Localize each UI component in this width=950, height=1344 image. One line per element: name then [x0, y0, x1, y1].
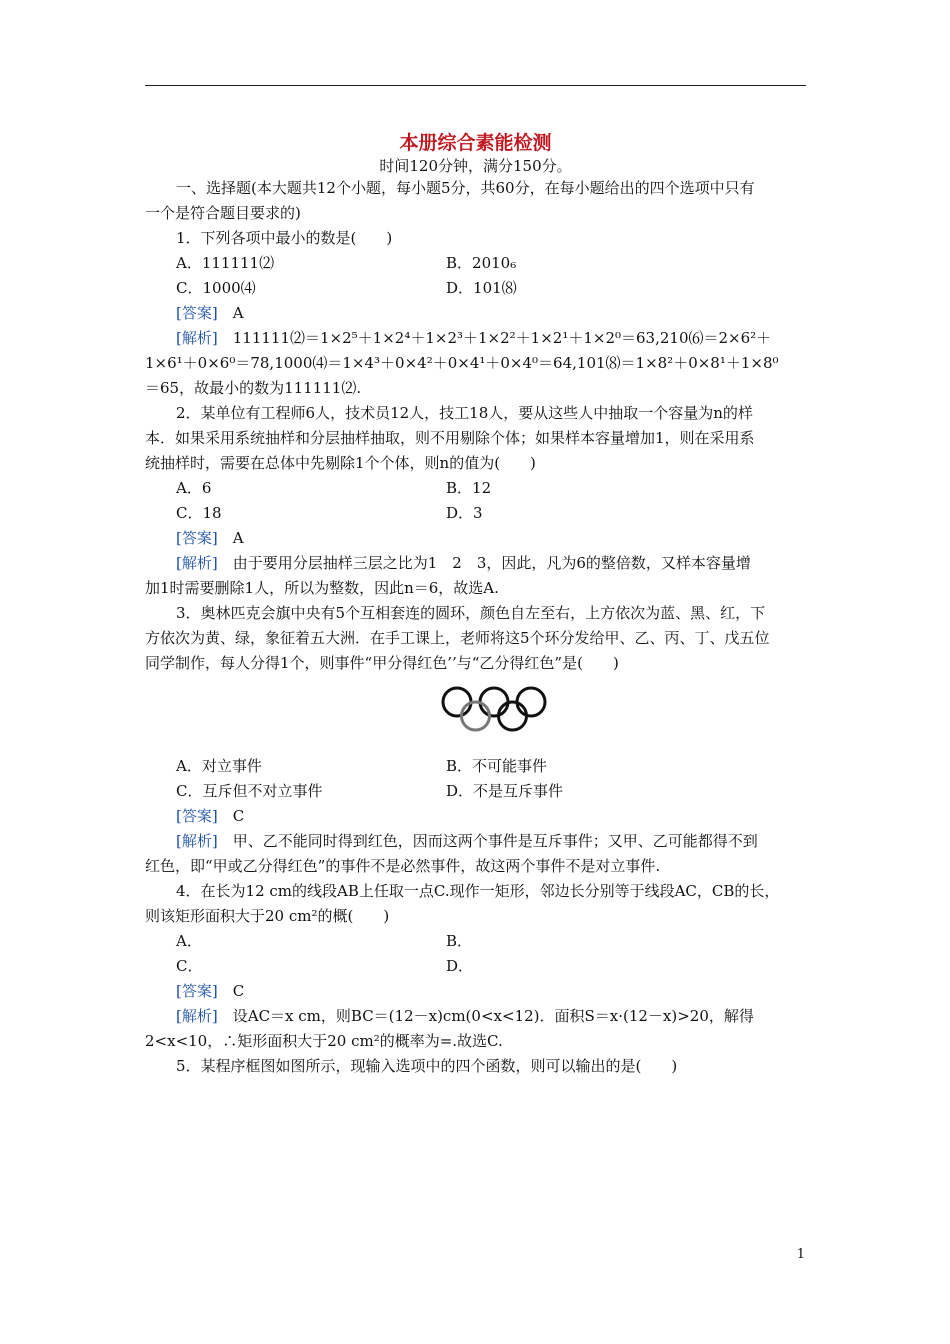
analysis-text: 红色，即“甲或乙分得红色”的事件不是必然事件，故这两个事件不是对立事件.: [145, 857, 661, 875]
question-1-options-row: [145, 276, 806, 301]
question-3-stem: 同学制作，每人分得1个，则事件“甲分得红色’’与“乙分得红色”是( ): [145, 654, 619, 672]
option-b: B．12: [446, 479, 492, 497]
answer-tag: [答案]: [176, 982, 218, 1000]
answer-tag: [答案]: [176, 529, 218, 547]
option-b: B．不可能事件: [446, 757, 548, 775]
option-d: D．不是互斥事件: [446, 782, 564, 800]
question-4-options-row: [145, 954, 806, 979]
analysis-text: 甲、乙不能同时得到红色，因而这两个事件是互斥事件；又甲、乙可能都得不到: [232, 832, 758, 850]
analysis-text: 111111⑵＝1×2⁵＋1×2⁴＋1×2³＋1×2²＋1×2¹＋1×2⁰＝63,210⑹＝2×6²＋: [232, 329, 772, 347]
question-3-stem: 3．奥林匹克会旗中央有5个互相套连的圆环，颜色自左至右，上方依次为蓝、黑、红，下: [176, 604, 766, 622]
answer-tag: [答案]: [176, 304, 218, 322]
question-2-stem: 2．某单位有工程师6人，技术员12人，技工18人，要从这些人中抽取一个容量为n的样: [176, 404, 753, 422]
question-2-stem: 统抽样时，需要在总体中先剔除1个个体，则n的值为( ): [145, 454, 536, 472]
question-3-options-row: [145, 754, 806, 779]
olympic-rings-icon: [440, 685, 548, 735]
question-1-options-row: [145, 251, 806, 276]
option-c: C．18: [176, 504, 222, 522]
analysis-tag: [解析]: [176, 329, 218, 347]
option-c: C．互斥但不对立事件: [176, 782, 323, 800]
question-1-analysis: [145, 326, 806, 351]
answer-tag: [答案]: [176, 807, 218, 825]
section-intro: 一个是符合题目要求的): [145, 204, 301, 222]
analysis-tag: [解析]: [176, 832, 218, 850]
question-4-stem: 4．在长为12 cm的线段AB上任取一点C.现作一矩形，邻边长分别等于线段AC，CB的长，: [176, 882, 780, 900]
question-4-answer: [145, 979, 806, 1004]
answer-value: A: [232, 529, 244, 547]
option-d: D．101⑻: [446, 279, 517, 297]
analysis-text: 2<x<10，∴矩形面积大于20 cm²的概率为=.故选C.: [145, 1032, 503, 1050]
question-4-analysis: [145, 1004, 806, 1029]
question-1-stem: 1．下列各项中最小的数是( ): [176, 229, 393, 247]
option-d: D．: [446, 957, 474, 975]
page-subtitle: 时间120分钟，满分150分。: [379, 157, 572, 175]
question-3-answer: [145, 804, 806, 829]
analysis-text: 设AC＝x cm，则BC＝(12－x)cm(0<x<12)．面积S＝x·(12－x)>20，解得: [232, 1007, 754, 1025]
question-2-options-row: [145, 501, 806, 526]
option-a: A．对立事件: [176, 757, 262, 775]
analysis-text: 1×6¹＋0×6⁰＝78,1000⑷＝1×4³＋0×4²＋0×4¹＋0×4⁰＝64,101⑻＝1×8²＋0×8¹＋1×8⁰: [145, 354, 779, 372]
document-body: [145, 118, 806, 1079]
analysis-text: ＝65，故最小的数为111111⑵.: [145, 379, 362, 397]
option-a: A．6: [176, 479, 212, 497]
option-b: B．2010₆: [446, 254, 517, 272]
question-2-answer: [145, 526, 806, 551]
section-intro: 一、选择题(本大题共12个小题，每小题5分，共60分，在每小题给出的四个选项中只有: [176, 179, 755, 197]
analysis-text: 由于要用分层抽样三层之比为1 2 3，因此，凡为6的整倍数，又样本容量增: [232, 554, 751, 572]
page-title: 本册综合素能检测: [399, 132, 552, 154]
question-2-options-row: [145, 476, 806, 501]
option-d: D．3: [446, 504, 483, 522]
question-3-analysis: [145, 829, 806, 854]
analysis-text: 加1时需要删除1人，所以为整数，因此n＝6，故选A.: [145, 579, 499, 597]
answer-value: C: [232, 982, 245, 1000]
option-b: B．: [446, 932, 473, 950]
answer-value: A: [232, 304, 244, 322]
option-c: C．1000⑷: [176, 279, 256, 297]
question-4-options-row: [145, 929, 806, 954]
question-5-stem: 5．某程序框图如图所示，现输入选项中的四个函数，则可以输出的是( ): [176, 1057, 678, 1075]
analysis-tag: [解析]: [176, 554, 218, 572]
question-3-stem: 方依次为黄、绿，象征着五大洲．在手工课上，老师将这5个环分发给甲、乙、丙、丁、戊五位: [145, 629, 770, 647]
question-4-stem: 则该矩形面积大于20 cm²的概( ): [145, 907, 390, 925]
analysis-tag: [解析]: [176, 1007, 218, 1025]
page-number: 1: [796, 1247, 805, 1262]
option-a: A．111111⑵: [176, 254, 275, 272]
header-rule: [145, 85, 806, 86]
answer-value: C: [232, 807, 245, 825]
question-1-answer: [145, 301, 806, 326]
question-2-analysis: [145, 551, 806, 576]
olympic-rings-figure: [145, 676, 806, 754]
option-c: C．: [176, 957, 203, 975]
question-2-stem: 本．如果采用系统抽样和分层抽样抽取，则不用剔除个体；如果样本容量增加1，则在采用系: [145, 429, 755, 447]
option-a: A．: [176, 932, 202, 950]
question-3-options-row: [145, 779, 806, 804]
